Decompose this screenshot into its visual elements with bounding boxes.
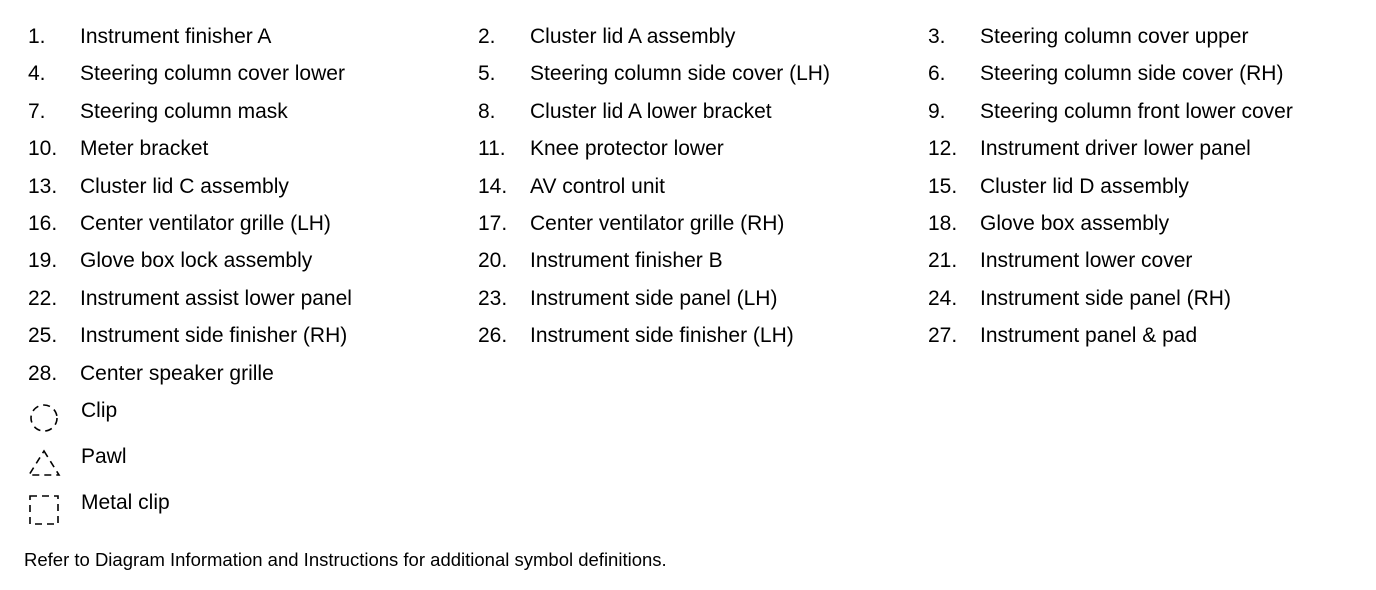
item-number: 18.: [928, 212, 958, 235]
item-text: Cluster lid C assembly: [80, 175, 289, 198]
dashed-triangle-icon: [28, 446, 62, 480]
item-number: 14.: [478, 175, 508, 198]
item-number: 26.: [478, 324, 508, 347]
item-text: Instrument assist lower panel: [80, 287, 352, 310]
item-number: 1.: [28, 25, 46, 48]
item-number: 3.: [928, 25, 946, 48]
item-text: Instrument finisher A: [80, 25, 272, 48]
item-text: Instrument side finisher (RH): [80, 324, 348, 347]
item-text: Instrument side finisher (LH): [530, 324, 794, 347]
item-text: Meter bracket: [80, 137, 209, 160]
footer-note: Refer to Diagram Information and Instructions for additional symbol definitions.: [24, 549, 667, 570]
symbol-label: Pawl: [81, 445, 127, 468]
item-number: 15.: [928, 175, 958, 198]
symbol-label: Metal clip: [81, 491, 170, 514]
item-number: 10.: [28, 137, 58, 160]
item-number: 9.: [928, 100, 946, 123]
item-text: Instrument panel & pad: [980, 324, 1198, 347]
item-number: 6.: [928, 62, 946, 85]
item-text: Center speaker grille: [80, 362, 274, 385]
item-number: 12.: [928, 137, 958, 160]
item-number: 8.: [478, 100, 496, 123]
dashed-square-icon: [28, 492, 62, 526]
item-text: Instrument side panel (LH): [530, 287, 778, 310]
item-number: 19.: [28, 249, 58, 272]
item-text: Instrument lower cover: [980, 249, 1193, 272]
item-number: 7.: [28, 100, 46, 123]
item-number: 20.: [478, 249, 508, 272]
item-text: AV control unit: [530, 175, 666, 198]
item-text: Steering column front lower cover: [980, 100, 1293, 123]
item-number: 27.: [928, 324, 958, 347]
dashed-circle-icon: [28, 400, 62, 434]
item-number: 5.: [478, 62, 496, 85]
item-number: 4.: [28, 62, 46, 85]
item-text: Steering column cover lower: [80, 62, 345, 85]
item-number: 2.: [478, 25, 496, 48]
item-text: Cluster lid A assembly: [530, 25, 736, 48]
item-text: Knee protector lower: [530, 137, 724, 160]
item-text: Cluster lid D assembly: [980, 175, 1189, 198]
item-number: 11.: [478, 137, 506, 160]
item-text: Steering column side cover (LH): [530, 62, 830, 85]
item-text: Steering column mask: [80, 100, 288, 123]
item-number: 25.: [28, 324, 58, 347]
item-number: 16.: [28, 212, 58, 235]
item-text: Glove box lock assembly: [80, 249, 313, 272]
item-number: 23.: [478, 287, 508, 310]
item-text: Instrument driver lower panel: [980, 137, 1251, 160]
item-number: 28.: [28, 362, 58, 385]
item-text: Glove box assembly: [980, 212, 1170, 235]
item-text: Instrument finisher B: [530, 249, 723, 272]
item-number: 21.: [928, 249, 958, 272]
item-text: Steering column cover upper: [980, 25, 1249, 48]
item-text: Cluster lid A lower bracket: [530, 100, 772, 123]
item-number: 22.: [28, 287, 58, 310]
item-number: 17.: [478, 212, 508, 235]
item-text: Steering column side cover (RH): [980, 62, 1284, 85]
item-number: 13.: [28, 175, 58, 198]
item-number: 24.: [928, 287, 958, 310]
item-text: Center ventilator grille (RH): [530, 212, 785, 235]
item-text: Center ventilator grille (LH): [80, 212, 331, 235]
symbol-label: Clip: [81, 399, 118, 422]
item-text: Instrument side panel (RH): [980, 287, 1231, 310]
